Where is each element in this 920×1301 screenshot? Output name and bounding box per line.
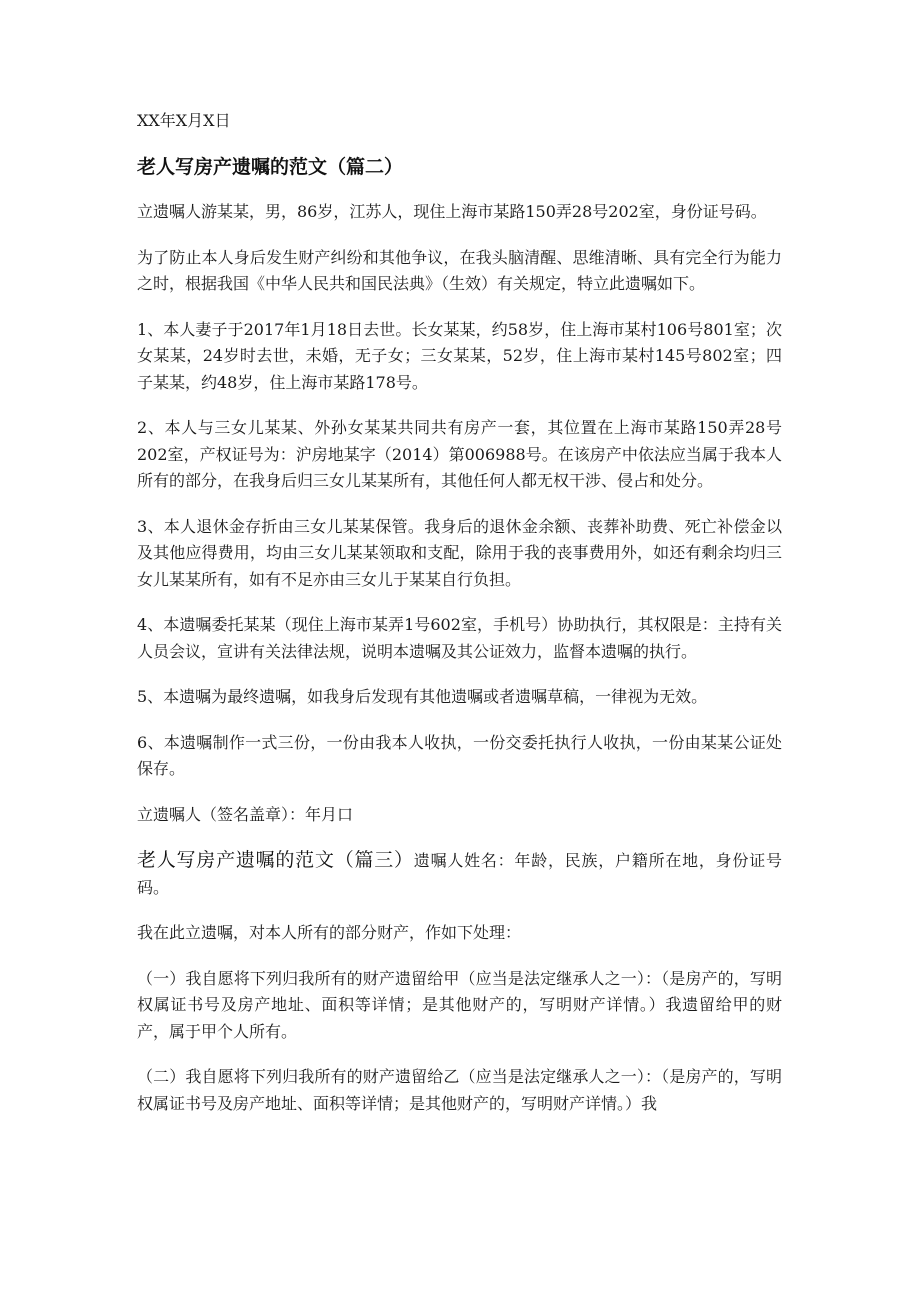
section3-intro: 遗嘱人姓名：年龄，民族，户籍所在地，身份证号码。 <box>137 851 782 897</box>
date-line: XX年X月X日 <box>137 111 231 130</box>
section2-item-2: 2、本人与三女儿某某、外孙女某某共同共有房产一套，其位置在上海市某路150弄28号202室，产权证号为：沪房地某字（2014）第006988号。在该房产中依法应当属于我本人所有的部分，在我身后归三女儿某某所有，其他任何人都无权干涉、侵占和处分。 <box>137 418 782 490</box>
section3-heading: 老人写房产遗嘱的范文（篇三） <box>137 849 414 871</box>
section3-item-2: （二）我自愿将下列归我所有的财产遗留给乙（应当是法定继承人之一）：（是房产的，写明权属证书号及房产地址、面积等详情；是其他财产的，写明财产详情。）我 <box>137 1067 782 1113</box>
section2-item-1: 1、本人妻子于2017年1月18日去世。长女某某，约58岁，住上海市某村106号801室；次女某某，24岁时去世，未婚，无子女；三女某某，52岁，住上海市某村145号802室；四子某某，约48岁，住上海市某路178号。 <box>137 319 782 392</box>
section3-item-1: （一）我自愿将下列归我所有的财产遗留给甲（应当是法定继承人之一）：（是房产的，写明权属证书号及房产地址、面积等详情；是其他财产的，写明财产详情。）我遗留给甲的财产，属于甲个人所有。 <box>137 968 782 1041</box>
section3-opening <box>137 847 782 901</box>
section2-purpose: 为了防止本人身后发生财产纠纷和其他争议，在我头脑清醒、思维清晰、具有完全行为能力之时，根据我国《中华人民共和国民法典》（生效）有关规定，特立此遗嘱如下。 <box>137 247 782 293</box>
section2-item-6: 6、本遗嘱制作一式三份，一份由我本人收执，一份交委托执行人收执，一份由某某公证处保存。 <box>137 732 782 778</box>
section2-intro: 立遗嘱人游某某，男，86岁，江苏人，现住上海市某路150弄28号202室，身份证号码。 <box>137 202 767 221</box>
section2-heading: 老人写房产遗嘱的范文（篇二） <box>137 155 404 178</box>
section2-item-3: 3、本人退休金存折由三女儿某某保管。我身后的退休金余额、丧葬补助费、死亡补偿金以及其他应得费用，均由三女儿某某领取和支配，除用于我的丧事费用外，如还有剩余均归三女儿某某所有，如有不足亦由三女儿于某某自行负担。 <box>137 516 782 589</box>
section2-signature: 立遗嘱人（签名盖章）：年月口 <box>137 804 354 824</box>
document-page <box>137 108 782 1136</box>
section3-statement: 我在此立遗嘱，对本人所有的部分财产，作如下处理： <box>137 923 522 942</box>
section2-item-5: 5、本遗嘱为最终遗嘱，如我身后发现有其他遗嘱或者遗嘱草稿，一律视为无效。 <box>137 687 708 706</box>
section2-item-4: 4、本遗嘱委托某某（现住上海市某弄1号602室，手机号）协助执行，其权限是：主持有关人员会议，宣讲有关法律法规，说明本遗嘱及其公证效力，监督本遗嘱的执行。 <box>137 615 782 661</box>
